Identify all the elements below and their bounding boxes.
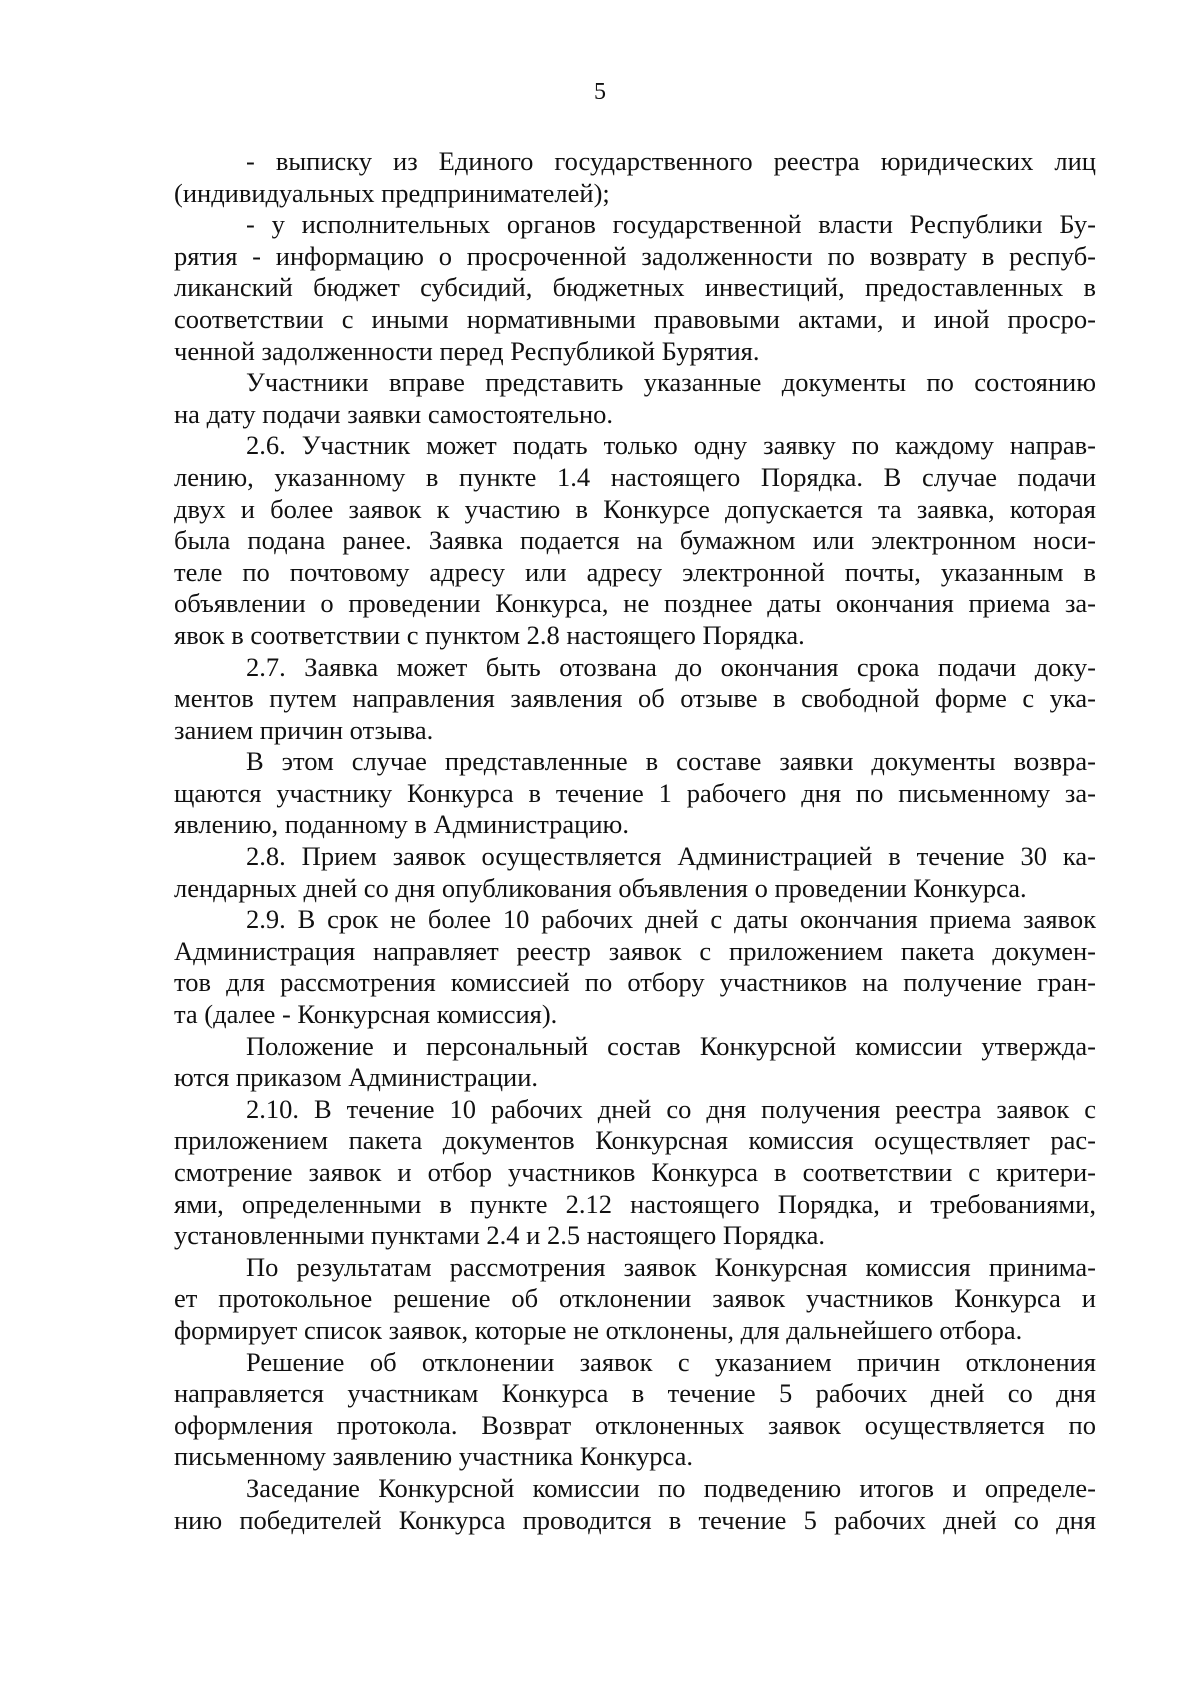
text-line: письменному заявлению участника Конкурса.	[174, 1441, 694, 1472]
paragraph	[174, 430, 1096, 651]
paragraph	[174, 746, 1096, 841]
text-line: Администрация направляет реестр заявок с приложением пакета докумен-	[174, 935, 1096, 966]
text-line: лению, указанному в пункте 1.4 настоящего Порядка. В случае подачи	[174, 461, 1096, 492]
paragraph	[174, 1473, 1096, 1536]
text-line: формирует список заявок, которые не отклонены, для дальнейшего отбора.	[174, 1314, 1023, 1345]
text-line: 2.9. В срок не более 10 рабочих дней с даты окончания приема заявок	[246, 904, 1096, 935]
text-line: занием причин отзыва.	[174, 714, 434, 745]
text-line: Решение об отклонении заявок с указанием причин отклонения	[246, 1346, 1096, 1377]
text-line: на дату подачи заявки самостоятельно.	[174, 398, 613, 429]
text-line: ликанский бюджет субсидий, бюджетных инвестиций, предоставленных в	[174, 272, 1096, 303]
text-line: та (далее - Конкурсная комиссия).	[174, 999, 558, 1030]
text-line: 2.10. В течение 10 рабочих дней со дня получения реестра заявок с	[246, 1093, 1096, 1124]
paragraph	[174, 209, 1096, 367]
text-line: щаются участнику Конкурса в течение 1 рабочего дня по письменному за-	[174, 777, 1096, 808]
paragraph	[174, 1094, 1096, 1252]
text-line: 2.7. Заявка может быть отозвана до окончания срока подачи доку-	[246, 651, 1096, 682]
text-line: установленными пунктами 2.4 и 2.5 настоящего Порядка.	[174, 1220, 825, 1251]
text-line: направляется участникам Конкурса в течение 5 рабочих дней со дня	[174, 1378, 1096, 1409]
text-line: В этом случае представленные в составе заявки документы возвра-	[246, 746, 1096, 777]
text-line: была подана ранее. Заявка подается на бумажном или электронном носи-	[174, 525, 1096, 556]
text-line: 2.6. Участник может подать только одну заявку по каждому направ-	[246, 430, 1096, 461]
text-line: - выписку из Единого государственного реестра юридических лиц	[246, 146, 1096, 176]
text-line: рятия - информацию о просроченной задолженности по возврату в респуб-	[174, 240, 1096, 271]
text-line: ментов путем направления заявления об отзыве в свободной форме с ука-	[174, 683, 1096, 714]
text-line: ются приказом Администрации.	[174, 1062, 539, 1093]
text-line: явлению, поданному в Администрацию.	[174, 809, 629, 840]
text-line: ями, определенными в пункте 2.12 настоящего Порядка, и требованиями,	[174, 1188, 1096, 1219]
text-line: ет протокольное решение об отклонении заявок участников Конкурса и	[174, 1283, 1096, 1314]
text-line: ченной задолженности перед Республикой Бурятия.	[174, 335, 760, 366]
page-number: 5	[594, 79, 606, 105]
text-line: (индивидуальных предпринимателей);	[174, 177, 610, 208]
text-line: смотрение заявок и отбор участников Конкурса в соответствии с критери-	[174, 1157, 1096, 1187]
text-line: лендарных дней со дня опубликования объявления о проведении Конкурса.	[174, 872, 1027, 903]
paragraph	[174, 841, 1096, 904]
text-line: теле по почтовому адресу или адресу электронной почты, указанным в	[174, 556, 1096, 587]
paragraph	[174, 146, 1096, 209]
paragraph	[174, 904, 1096, 1030]
text-line: оформления протокола. Возврат отклоненных заявок осуществляется по	[174, 1409, 1096, 1440]
text-line: Участники вправе представить указанные документы по состоянию	[246, 367, 1096, 398]
paragraph	[174, 1347, 1096, 1473]
paragraph	[174, 1031, 1096, 1094]
text-line: объявлении о проведении Конкурса, не позднее даты окончания приема за-	[174, 588, 1096, 619]
text-line: тов для рассмотрения комиссией по отбору участников на получение гран-	[174, 967, 1096, 998]
text-line: 2.8. Прием заявок осуществляется Администрацией в течение 30 ка-	[246, 841, 1096, 872]
paragraph	[174, 1252, 1096, 1347]
text-line: По результатам рассмотрения заявок Конкурсная комиссия принима-	[246, 1251, 1096, 1282]
document-body	[174, 146, 1096, 1536]
text-line: приложением пакета документов Конкурсная комиссия осуществляет рас-	[174, 1125, 1096, 1156]
text-line: нию победителей Конкурса проводится в течение 5 рабочих дней со дня	[174, 1504, 1096, 1535]
text-line: двух и более заявок к участию в Конкурсе допускается та заявка, которая	[174, 493, 1096, 524]
paragraph	[174, 652, 1096, 747]
paragraph	[174, 367, 1096, 430]
text-line: явок в соответствии с пунктом 2.8 настоящего Порядка.	[174, 619, 805, 650]
text-line: соответствии с иными нормативными правовыми актами, и иной просро-	[174, 303, 1096, 334]
text-line: Заседание Конкурсной комиссии по подведению итогов и определе-	[246, 1472, 1096, 1503]
text-line: - у исполнительных органов государственной власти Республики Бу-	[246, 209, 1096, 240]
text-line: Положение и персональный состав Конкурсной комиссии утвержда-	[246, 1030, 1096, 1061]
